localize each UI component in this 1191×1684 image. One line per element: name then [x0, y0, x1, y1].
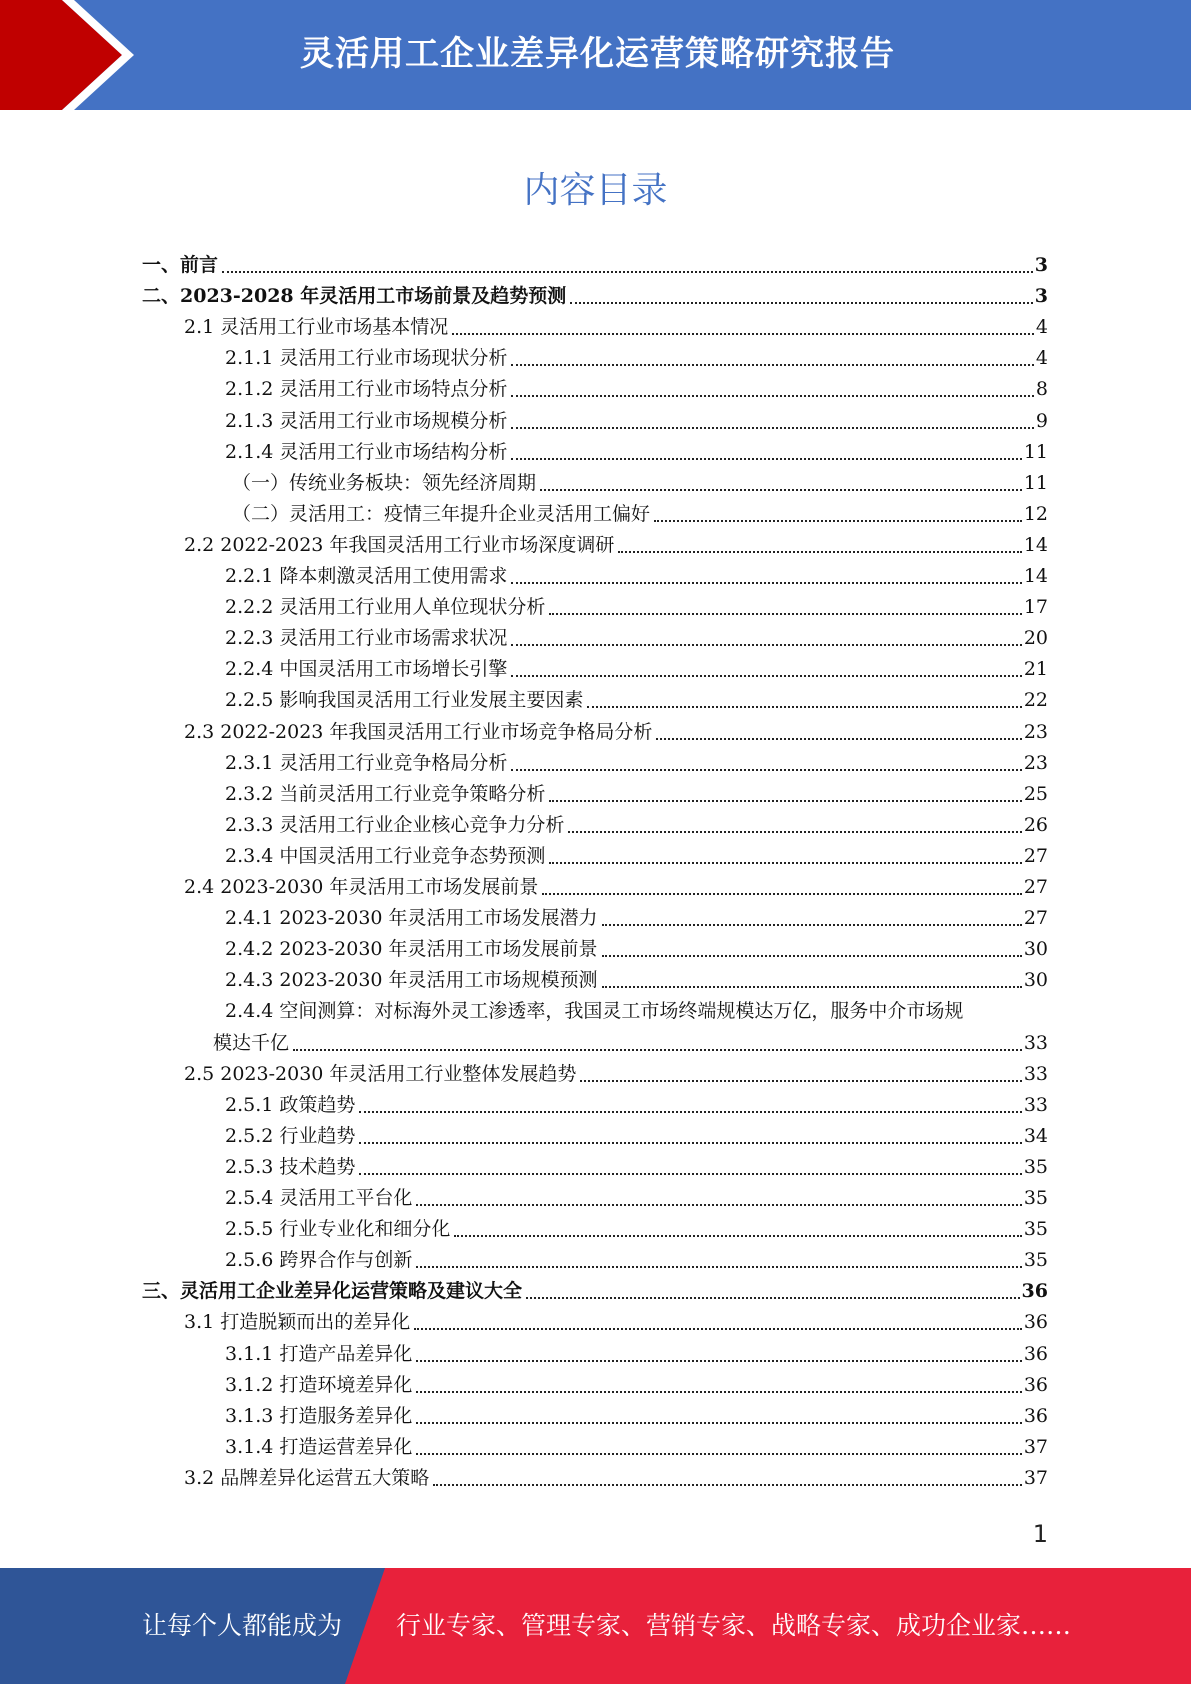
- toc-entry-title: 2.1 灵活用工行业市场基本情况: [184, 316, 449, 339]
- toc-dot-leader: [580, 1070, 1021, 1082]
- toc-entry[interactable]: [225, 961, 1048, 992]
- toc-entry-page-number: 36: [1023, 1342, 1048, 1365]
- toc-entry[interactable]: [225, 402, 1048, 433]
- toc-dot-leader: [452, 323, 1034, 335]
- toc-entry[interactable]: [184, 308, 1048, 339]
- toc-entry-title: 3.1.1 打造产品差异化: [225, 1342, 413, 1365]
- toc-entry-page-number: 22: [1023, 689, 1048, 712]
- toc-entry[interactable]: [142, 277, 1048, 308]
- toc-entry-title: 三、灵活用工企业差异化运营策略及建议大全: [142, 1280, 523, 1303]
- toc-entry-page-number: 27: [1023, 907, 1048, 930]
- toc-entry-page-number: 35: [1023, 1155, 1048, 1178]
- toc-dot-leader: [511, 759, 1021, 771]
- toc-entry[interactable]: [232, 495, 1048, 526]
- toc-entry-page-number: 9: [1035, 409, 1048, 432]
- toc-entry-title: 一、前言: [142, 254, 219, 276]
- toc-entry[interactable]: [225, 1117, 1048, 1148]
- toc-dot-leader: [656, 728, 1021, 740]
- toc-entry[interactable]: [225, 1148, 1048, 1179]
- toc-entry[interactable]: [184, 1303, 1048, 1334]
- toc-dot-leader: [416, 1194, 1021, 1206]
- toc-dot-leader: [526, 1287, 1020, 1299]
- toc-entry-title: 2.1.4 灵活用工行业市场结构分析: [225, 440, 508, 463]
- toc-entry-page-number: 33: [1023, 1093, 1048, 1116]
- toc-entry-title: 2.1.2 灵活用工行业市场特点分析: [225, 378, 508, 401]
- toc-entry-page-number: 36: [1023, 1311, 1048, 1334]
- toc-dot-leader: [416, 1381, 1021, 1393]
- toc-entry-title: 2.1.3 灵活用工行业市场规模分析: [225, 409, 508, 432]
- toc-dot-leader: [587, 696, 1021, 708]
- toc-entry-title: 3.1.4 打造运营差异化: [225, 1435, 413, 1458]
- toc-dot-leader: [654, 510, 1022, 522]
- toc-entry-title: 3.1.3 打造服务差异化: [225, 1404, 413, 1427]
- toc-entry-title: 2.5.4 灵活用工平台化: [225, 1187, 413, 1209]
- toc-dot-leader: [222, 261, 1033, 273]
- toc-dot-leader: [511, 572, 1021, 584]
- toc-dot-leader: [511, 448, 1021, 460]
- toc-dot-leader: [511, 385, 1034, 397]
- toc-entry-title: 2.5.2 行业趋势: [225, 1124, 356, 1147]
- toc-entry-page-number: 37: [1023, 1466, 1048, 1489]
- toc-dot-leader: [454, 1225, 1021, 1237]
- toc-entry-page-number: 36: [1023, 1373, 1048, 1396]
- page-number: 1: [1032, 1520, 1048, 1548]
- toc-entry-title: 2.3.2 当前灵活用工行业竞争策略分析: [225, 782, 546, 805]
- toc-entry-page-number: 23: [1023, 751, 1048, 774]
- toc-entry-title: 2.2 2022-2023 年我国灵活用工行业市场深度调研: [184, 533, 615, 556]
- toc-entry-page-number: 36: [1023, 1404, 1048, 1427]
- toc-entry-page-number: 37: [1023, 1435, 1048, 1458]
- toc-entry-page-number: 30: [1023, 938, 1048, 961]
- toc-dot-leader: [511, 634, 1021, 646]
- toc-dot-leader: [549, 852, 1021, 864]
- toc-entry-title: 3.1.2 打造环境差异化: [225, 1373, 413, 1396]
- toc-entry-page-number: 30: [1023, 969, 1048, 992]
- toc-entry[interactable]: [184, 713, 1048, 744]
- toc-entry-page-number: 11: [1023, 440, 1048, 463]
- toc-dot-leader: [511, 417, 1034, 429]
- toc-entry[interactable]: [225, 619, 1048, 650]
- toc-entry[interactable]: [225, 370, 1048, 401]
- toc-entry-page-number: 35: [1023, 1218, 1048, 1241]
- toc-entry-title: 二、2023-2028 年灵活用工市场前景及趋势预测: [142, 285, 567, 308]
- toc-entry-page-number: 33: [1023, 1031, 1048, 1054]
- toc-entry-title: 2.3 2022-2023 年我国灵活用工行业市场竞争格局分析: [184, 720, 653, 743]
- toc-entry-title: 2.2.5 影响我国灵活用工行业发展主要因素: [225, 689, 584, 712]
- toc-entry-page-number: 3: [1034, 285, 1048, 308]
- toc-entry[interactable]: [225, 681, 1048, 712]
- toc-dot-leader: [433, 1474, 1022, 1486]
- toc-entry[interactable]: [184, 526, 1048, 557]
- toc-entry-page-number: 34: [1023, 1124, 1048, 1147]
- toc-entry[interactable]: [225, 1397, 1048, 1428]
- toc-entry[interactable]: [184, 1459, 1048, 1490]
- toc-dot-leader: [511, 354, 1034, 366]
- toc-entry-title: （二）灵活用工：疫情三年提升企业灵活用工偏好: [232, 502, 651, 525]
- toc-dot-leader: [416, 1256, 1021, 1268]
- toc-entry[interactable]: [225, 837, 1048, 868]
- footer-slogan-right: 行业专家、管理专家、营销专家、战略专家、成功企业家……: [396, 1611, 1072, 1640]
- toc-dot-leader: [549, 790, 1021, 802]
- toc-dot-leader: [570, 292, 1033, 304]
- toc-entry-page-number: 35: [1023, 1187, 1048, 1209]
- toc-entry-title: 2.2.2 灵活用工行业用人单位现状分析: [225, 596, 546, 619]
- toc-dot-leader: [359, 1163, 1021, 1175]
- toc-entry[interactable]: [225, 1428, 1048, 1459]
- toc-entry-title: 2.2.3 灵活用工行业市场需求状况: [225, 627, 508, 650]
- toc-entry-page-number: 14: [1023, 565, 1048, 587]
- toc-entry[interactable]: [232, 464, 1048, 495]
- toc-entry-page-number: 26: [1023, 813, 1048, 836]
- toc-entry[interactable]: [225, 1335, 1048, 1366]
- toc-entry-page-number: 14: [1023, 533, 1048, 556]
- toc-entry-title: 2.2.4 中国灵活用工市场增长引擎: [225, 658, 508, 681]
- toc-entry-text-line: 2.4.4 空间测算：对标海外灵工渗透率，我国灵工市场终端规模达万亿，服务中介市场规: [225, 1000, 964, 1023]
- toc-entry-title: 模达千亿: [213, 1031, 290, 1054]
- toc-dot-leader: [414, 1318, 1022, 1330]
- toc-entry-title: 2.5.1 政策趋势: [225, 1093, 356, 1116]
- toc-heading: 内容目录: [523, 170, 668, 211]
- toc-entry-page-number: 33: [1023, 1062, 1048, 1085]
- toc-dot-leader: [293, 1039, 1022, 1051]
- toc-entry[interactable]: [225, 1086, 1048, 1117]
- toc-dot-leader: [618, 541, 1021, 553]
- toc-entry[interactable]: [225, 1179, 1048, 1210]
- toc-entry-page-number: 17: [1023, 596, 1048, 619]
- toc-entry-title: 2.2.1 降本刺激灵活用工使用需求: [225, 565, 508, 587]
- toc-entry[interactable]: [225, 588, 1048, 619]
- toc-entry-title: 2.5.6 跨界合作与创新: [225, 1249, 413, 1272]
- toc-dot-leader: [416, 1412, 1021, 1424]
- toc-entry[interactable]: [225, 899, 1048, 930]
- toc-entry-page-number: 23: [1023, 720, 1048, 743]
- toc-entry[interactable]: [225, 557, 1048, 588]
- toc-entry[interactable]: [142, 1272, 1048, 1303]
- toc-entry[interactable]: [225, 806, 1048, 837]
- toc-entry-title: 2.4.1 2023-2030 年灵活用工市场发展潜力: [225, 907, 598, 930]
- report-title: 灵活用工企业差异化运营策略研究报告: [300, 34, 895, 74]
- toc-entry-title: 3.2 品牌差异化运营五大策略: [184, 1466, 430, 1489]
- toc-entry-page-number: 12: [1023, 502, 1048, 525]
- toc-entry-title: 2.5.3 技术趋势: [225, 1155, 356, 1178]
- toc-entry[interactable]: [213, 1024, 1048, 1055]
- toc-entry[interactable]: [225, 1210, 1048, 1241]
- toc-dot-leader: [511, 665, 1021, 677]
- toc-entry-title: 2.1.1 灵活用工行业市场现状分析: [225, 347, 508, 370]
- toc-entry[interactable]: [184, 1055, 1048, 1086]
- toc-entry[interactable]: [225, 930, 1048, 961]
- toc-entry-page-number: 27: [1023, 876, 1048, 898]
- toc-entry-title: （一）传统业务板块：领先经济周期: [232, 471, 537, 494]
- toc-entry[interactable]: [225, 1241, 1048, 1272]
- toc-entry-page-number: 21: [1023, 658, 1048, 681]
- toc-entry[interactable]: [225, 339, 1048, 370]
- toc-entry-page-number: 36: [1021, 1280, 1048, 1303]
- toc-dot-leader: [359, 1101, 1021, 1113]
- toc-entry[interactable]: [184, 868, 1048, 899]
- toc-entry-title: 2.4.2 2023-2030 年灵活用工市场发展前景: [225, 938, 598, 961]
- toc-entry[interactable]: [225, 744, 1048, 775]
- toc-entry-page-number: 27: [1023, 844, 1048, 867]
- toc-entry-page-number: 11: [1023, 471, 1048, 494]
- toc-dot-leader: [602, 945, 1022, 957]
- toc-entry-title: 2.5.5 行业专业化和细分化: [225, 1218, 451, 1241]
- toc-entry-page-number: 4: [1035, 316, 1048, 339]
- toc-entry-page-number: 4: [1035, 347, 1048, 370]
- footer-slogan-left: 让每个人都能成为: [142, 1611, 343, 1640]
- toc-dot-leader: [359, 1132, 1021, 1144]
- toc-entry-page-number: 20: [1023, 627, 1048, 650]
- toc-dot-leader: [602, 976, 1022, 988]
- toc-dot-leader: [602, 914, 1022, 926]
- toc-entry-page-number: 3: [1034, 254, 1048, 276]
- toc-entry-page-number: 35: [1023, 1249, 1048, 1272]
- header-bar: [0, 0, 1191, 110]
- toc-entry-title: 2.4.3 2023-2030 年灵活用工市场规模预测: [225, 969, 598, 992]
- toc-dot-leader: [416, 1350, 1021, 1362]
- toc-entry[interactable]: [142, 246, 1048, 277]
- toc-entry-page-number: 8: [1035, 378, 1048, 401]
- toc-entry-title: 3.1 打造脱颖而出的差异化: [184, 1311, 411, 1334]
- toc-dot-leader: [549, 603, 1021, 615]
- footer-banner: [0, 1568, 1191, 1684]
- toc-entry-title: 2.3.4 中国灵活用工行业竞争态势预测: [225, 844, 546, 867]
- toc-entry[interactable]: [225, 650, 1048, 681]
- toc-entry-title: 2.4 2023-2030 年灵活用工市场发展前景: [184, 876, 539, 898]
- toc-dot-leader: [542, 883, 1021, 895]
- toc-entry[interactable]: [225, 775, 1048, 806]
- toc-entry-page-number: 25: [1023, 782, 1048, 805]
- toc-entry[interactable]: [225, 1366, 1048, 1397]
- toc-dot-leader: [416, 1443, 1021, 1455]
- toc-entry[interactable]: [225, 433, 1048, 464]
- toc-entry-title: 2.3.1 灵活用工行业竞争格局分析: [225, 751, 508, 774]
- toc-entry-title: 2.5 2023-2030 年灵活用工行业整体发展趋势: [184, 1062, 577, 1085]
- toc-entry-title: 2.3.3 灵活用工行业企业核心竞争力分析: [225, 813, 565, 836]
- toc-dot-leader: [568, 821, 1021, 833]
- toc-dot-leader: [540, 479, 1022, 491]
- header-arrow-decoration: [0, 0, 150, 110]
